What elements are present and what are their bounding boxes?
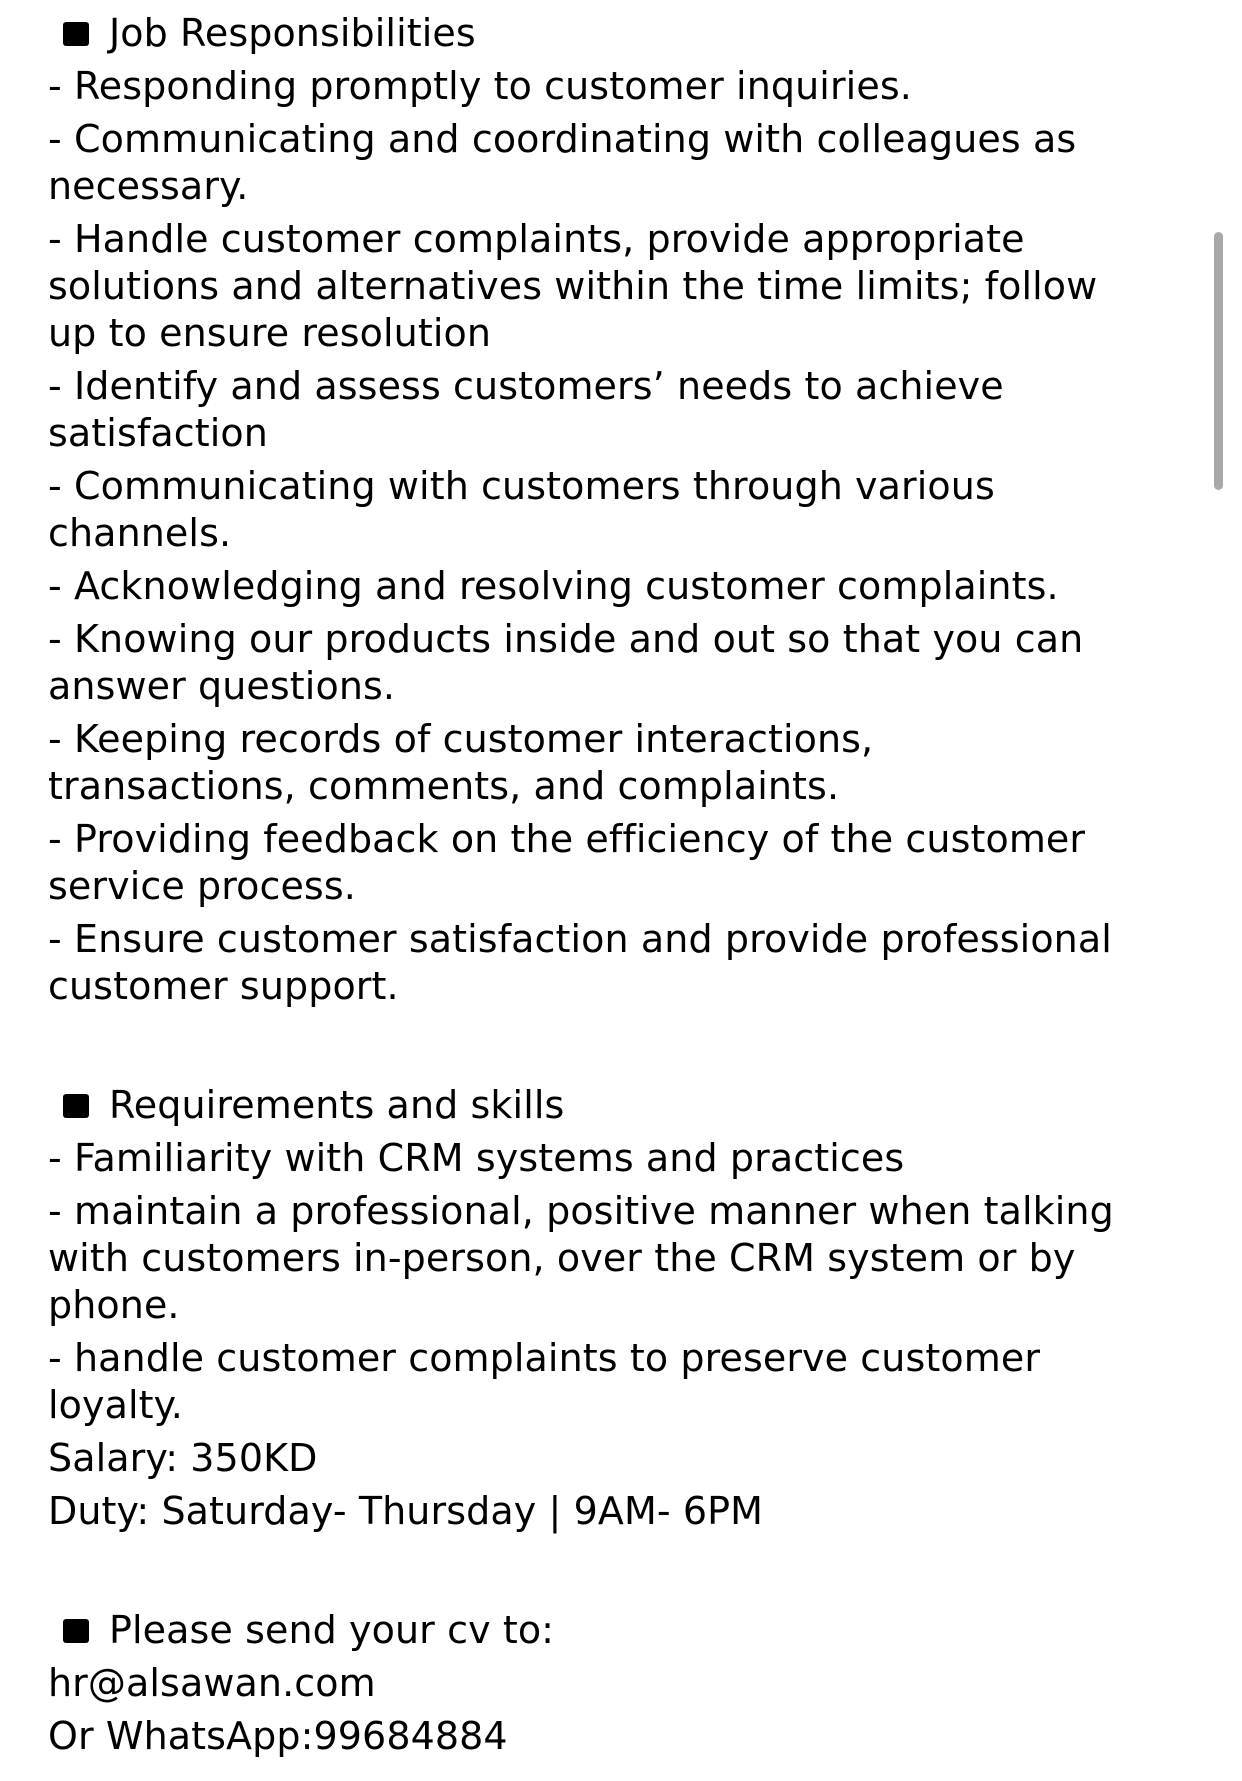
black-square-icon xyxy=(63,1619,89,1643)
list-item xyxy=(48,1188,1198,1329)
text-line: answer questions. xyxy=(48,664,396,708)
text-line: - Handle customer complaints, provide appropriate xyxy=(48,217,1025,261)
section-spacer xyxy=(48,1541,1198,1607)
text-line: Duty: Saturday- Thursday | 9AM- 6PM xyxy=(48,1489,763,1533)
list-item xyxy=(48,1135,1198,1182)
document-text xyxy=(48,10,1198,1766)
list-item xyxy=(48,563,1198,610)
text-line: loyalty. xyxy=(48,1383,183,1427)
text-line: with customers in-person, over the CRM system or by xyxy=(48,1236,1076,1280)
text-line: phone. xyxy=(48,1283,180,1327)
section-spacer xyxy=(48,1016,1198,1082)
email-link[interactable]: hr@alsawan.com xyxy=(48,1661,376,1705)
text-line: - Providing feedback on the efficiency of the customer xyxy=(48,817,1086,861)
text-line: up to ensure resolution xyxy=(48,311,492,355)
list-item xyxy=(48,363,1198,457)
list-item xyxy=(48,616,1198,710)
section-heading-requirements xyxy=(48,1082,1198,1129)
text-line: - Communicating with customers through various xyxy=(48,464,995,508)
heading-text: Requirements and skills xyxy=(109,1083,565,1127)
text-line: Salary: 350KD xyxy=(48,1436,318,1480)
heading-text: Job Responsibilities xyxy=(109,11,476,55)
list-item xyxy=(48,916,1198,1010)
list-item xyxy=(48,216,1198,357)
text-line: - maintain a professional, positive manner when talking xyxy=(48,1189,1114,1233)
text-line: - Acknowledging and resolving customer complaints. xyxy=(48,564,1059,608)
text-line: - Knowing our products inside and out so that you can xyxy=(48,617,1084,661)
text-line: - Communicating and coordinating with colleagues as xyxy=(48,117,1077,161)
text-line: service process. xyxy=(48,864,356,908)
text-line: channels. xyxy=(48,511,232,555)
text-line: - Keeping records of customer interactions, xyxy=(48,717,874,761)
whatsapp-line[interactable] xyxy=(48,1713,1198,1760)
email-line[interactable] xyxy=(48,1660,1198,1707)
list-item xyxy=(48,463,1198,557)
heading-text: Please send your cv to: xyxy=(109,1608,555,1652)
text-line: solutions and alternatives within the time limits; follow xyxy=(48,264,1098,308)
text-line: - Ensure customer satisfaction and provide professional xyxy=(48,917,1112,961)
text-line: - Familiarity with CRM systems and practices xyxy=(48,1136,905,1180)
text-line: transactions, comments, and complaints. xyxy=(48,764,840,808)
list-item xyxy=(48,1335,1198,1429)
salary-line xyxy=(48,1435,1198,1482)
black-square-icon xyxy=(63,1094,89,1118)
text-line: necessary. xyxy=(48,164,249,208)
text-line: satisfaction xyxy=(48,411,268,455)
list-item xyxy=(48,63,1198,110)
list-item xyxy=(48,116,1198,210)
section-heading-job-responsibilities xyxy=(48,10,1198,57)
text-line: customer support. xyxy=(48,964,399,1008)
black-square-icon xyxy=(63,22,89,46)
list-item xyxy=(48,716,1198,810)
text-line: - Identify and assess customers’ needs to achieve xyxy=(48,364,1004,408)
duty-line xyxy=(48,1488,1198,1535)
text-line: - handle customer complaints to preserve customer xyxy=(48,1336,1041,1380)
whatsapp-link[interactable]: Or WhatsApp:99684884 xyxy=(48,1714,508,1758)
vertical-scrollbar[interactable] xyxy=(1214,232,1223,490)
list-item xyxy=(48,816,1198,910)
text-line: - Responding promptly to customer inquiries. xyxy=(48,64,912,108)
section-heading-contact xyxy=(48,1607,1198,1654)
